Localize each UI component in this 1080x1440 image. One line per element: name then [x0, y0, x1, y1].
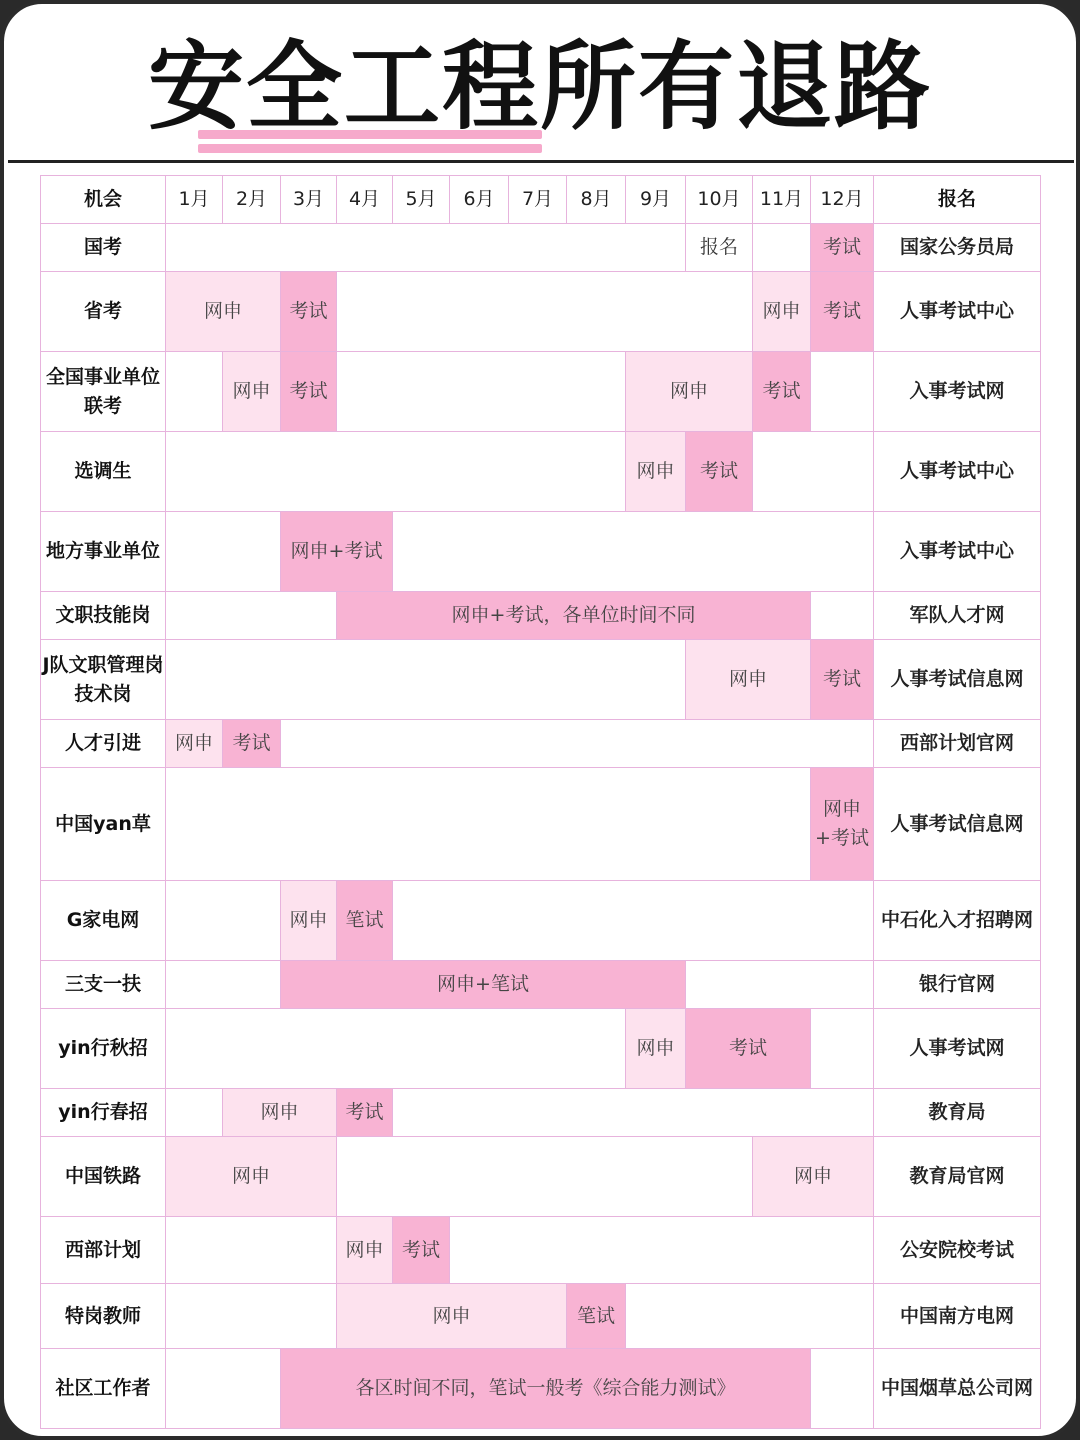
title-highlight-stripe [198, 144, 542, 153]
schedule-cell [393, 512, 874, 592]
exam-period-cell: 笔试 [337, 881, 393, 961]
table-row [41, 1217, 1041, 1284]
signup-site: 人事考试网 [874, 1009, 1041, 1089]
schedule-cell [753, 432, 874, 512]
row-label: 选调生 [41, 432, 166, 512]
schedule-cell [166, 432, 626, 512]
exam-period-cell: 考试 [753, 352, 811, 432]
exam-period-cell: 网申+考试，各单位时间不同 [337, 592, 811, 640]
application-period-cell: 网申 [753, 1137, 874, 1217]
column-header-month: 4月 [337, 176, 393, 224]
application-period-cell: 网申 [686, 640, 811, 720]
schedule-cell [166, 1009, 626, 1089]
exam-period-cell: 考试 [811, 272, 874, 352]
signup-site: 西部计划官网 [874, 720, 1041, 768]
exam-period-cell: 考试 [686, 1009, 811, 1089]
exam-period-cell: 考试 [281, 272, 337, 352]
application-period-cell: 网申 [166, 1137, 337, 1217]
column-header-month: 3月 [281, 176, 337, 224]
table-row [41, 592, 1041, 640]
row-label: yin行秋招 [41, 1009, 166, 1089]
table-row [41, 1284, 1041, 1349]
table-row [41, 432, 1041, 512]
row-label: yin行春招 [41, 1089, 166, 1137]
schedule-cell [393, 1089, 874, 1137]
column-header-month: 1月 [166, 176, 223, 224]
schedule-cell [166, 1284, 337, 1349]
schedule-cell [811, 1009, 874, 1089]
application-period-cell: 网申 [223, 1089, 337, 1137]
exam-period-cell: 考试 [811, 224, 874, 272]
title-area [4, 4, 1076, 164]
exam-period-cell: 考试 [281, 352, 337, 432]
signup-site: 中国南方电网 [874, 1284, 1041, 1349]
row-label: G家电网 [41, 881, 166, 961]
row-label: 三支一扶 [41, 961, 166, 1009]
signup-site: 教育局官网 [874, 1137, 1041, 1217]
exam-period-cell: 网申+考试 [281, 512, 393, 592]
schedule-cell [626, 1284, 874, 1349]
application-period-cell: 网申 [626, 352, 753, 432]
application-period-cell: 网申 [166, 272, 281, 352]
column-header-month: 10月 [686, 176, 753, 224]
column-header-month: 12月 [811, 176, 874, 224]
schedule-cell [166, 224, 686, 272]
exam-period-cell: 网申+笔试 [281, 961, 686, 1009]
exam-period-cell: 考试 [337, 1089, 393, 1137]
column-header-signup: 报名 [874, 176, 1041, 224]
column-header-month: 7月 [509, 176, 567, 224]
schedule-cell [166, 592, 337, 640]
schedule-cell [166, 1217, 337, 1284]
exam-period-cell: 考试 [223, 720, 281, 768]
table-row [41, 272, 1041, 352]
row-label: 中国铁路 [41, 1137, 166, 1217]
column-header-month: 5月 [393, 176, 450, 224]
schedule-cell [337, 1137, 753, 1217]
schedule-cell [166, 768, 811, 881]
row-label: 地方事业单位 [41, 512, 166, 592]
header-row [41, 176, 1041, 224]
signup-site: 入事考试中心 [874, 512, 1041, 592]
column-header-month: 9月 [626, 176, 686, 224]
signup-site: 银行官网 [874, 961, 1041, 1009]
page-title: 安全工程所有退路 [148, 31, 932, 143]
signup-site: 教育局 [874, 1089, 1041, 1137]
schedule-cell [166, 1349, 281, 1429]
column-header-chance: 机会 [41, 176, 166, 224]
schedule-cell [281, 720, 874, 768]
schedule-cell [166, 512, 281, 592]
exam-period-cell: 笔试 [567, 1284, 626, 1349]
table-row [41, 1137, 1041, 1217]
schedule-cell [166, 1089, 223, 1137]
exam-period-cell: 考试 [686, 432, 753, 512]
signup-site: 公安院校考试 [874, 1217, 1041, 1284]
schedule-cell [166, 352, 223, 432]
application-period-cell: 网申 [337, 1217, 393, 1284]
signup-site: 中石化入才招聘网 [874, 881, 1041, 961]
title-divider [8, 160, 1074, 163]
signup-site: 人事考试中心 [874, 272, 1041, 352]
table-row [41, 1089, 1041, 1137]
row-label: 国考 [41, 224, 166, 272]
table-row [41, 1349, 1041, 1429]
application-period-cell: 网申 [753, 272, 811, 352]
signup-site: 中国烟草总公司网 [874, 1349, 1041, 1429]
schedule-cell [166, 640, 686, 720]
schedule-cell [686, 961, 874, 1009]
schedule-cell [337, 272, 753, 352]
row-label: 社区工作者 [41, 1349, 166, 1429]
application-period-cell: 网申 [626, 1009, 686, 1089]
signup-site: 国家公务员局 [874, 224, 1041, 272]
application-period-cell: 网申 [166, 720, 223, 768]
schedule-cell [337, 352, 626, 432]
row-label: 省考 [41, 272, 166, 352]
schedule-cell [753, 224, 811, 272]
exam-period-cell: 考试 [393, 1217, 450, 1284]
table-row [41, 961, 1041, 1009]
row-label: 全国事业单位联考 [41, 352, 166, 432]
signup-site: 人事考试中心 [874, 432, 1041, 512]
table-row [41, 512, 1041, 592]
schedule-cell [450, 1217, 874, 1284]
table-row [41, 768, 1041, 881]
application-period-cell: 网申 [337, 1284, 567, 1349]
schedule-cell: 报名 [686, 224, 753, 272]
schedule-cell [811, 1349, 874, 1429]
table-row [41, 640, 1041, 720]
schedule-cell [811, 352, 874, 432]
application-period-cell: 网申 [281, 881, 337, 961]
row-label: 西部计划 [41, 1217, 166, 1284]
exam-period-cell: 网申+考试 [811, 768, 874, 881]
table-row [41, 224, 1041, 272]
signup-site: 军队人才网 [874, 592, 1041, 640]
column-header-month: 11月 [753, 176, 811, 224]
column-header-month: 8月 [567, 176, 626, 224]
row-label: 人才引进 [41, 720, 166, 768]
table-row [41, 881, 1041, 961]
table-row [41, 352, 1041, 432]
row-label: J队文职管理岗技术岗 [41, 640, 166, 720]
column-header-month: 2月 [223, 176, 281, 224]
schedule-table [40, 175, 1041, 1429]
application-period-cell: 网申 [223, 352, 281, 432]
schedule-cell [166, 881, 281, 961]
table-row [41, 720, 1041, 768]
signup-site: 人事考试信息网 [874, 768, 1041, 881]
signup-site: 人事考试信息网 [874, 640, 1041, 720]
row-label: 中国yan草 [41, 768, 166, 881]
exam-period-cell: 各区时间不同，笔试一般考《综合能力测试》 [281, 1349, 811, 1429]
schedule-cell [166, 961, 281, 1009]
column-header-month: 6月 [450, 176, 509, 224]
table-row [41, 1009, 1041, 1089]
signup-site: 入事考试网 [874, 352, 1041, 432]
row-label: 特岗教师 [41, 1284, 166, 1349]
exam-period-cell: 考试 [811, 640, 874, 720]
schedule-cell [393, 881, 874, 961]
application-period-cell: 网申 [626, 432, 686, 512]
schedule-cell [811, 592, 874, 640]
row-label: 文职技能岗 [41, 592, 166, 640]
